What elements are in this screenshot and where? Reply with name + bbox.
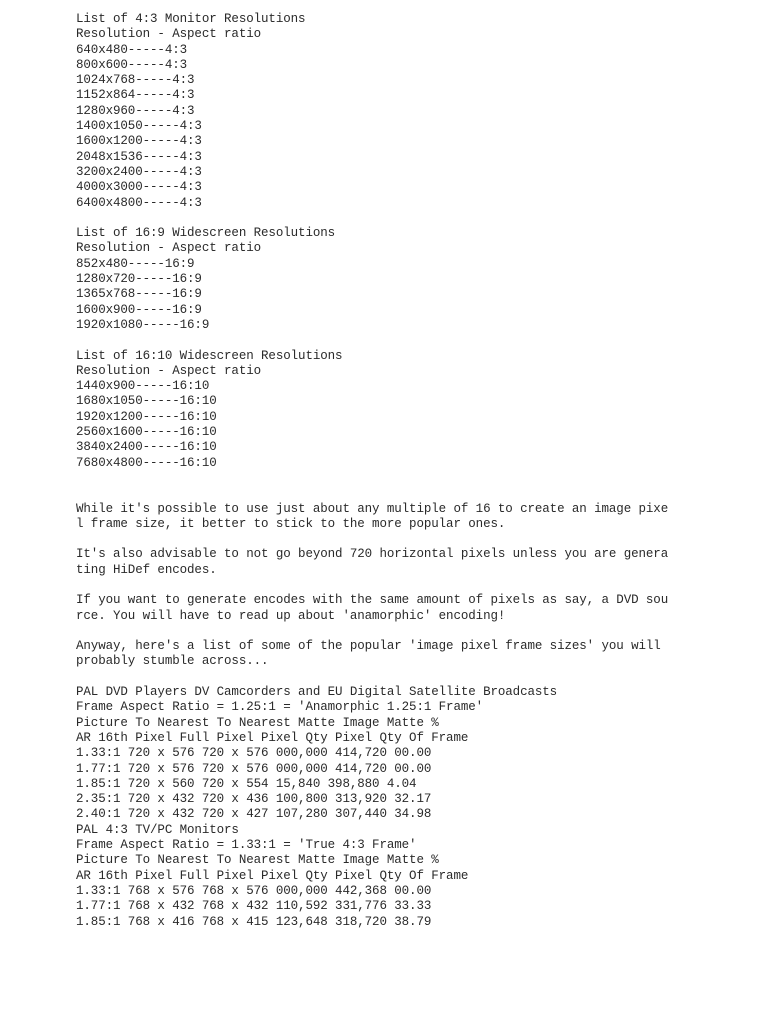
table-row: 1.85:1 720 x 560 720 x 554 15,840 398,880 4.04 — [76, 776, 417, 791]
paragraph-line: probably stumble across... — [76, 654, 269, 669]
resolution-row: 7680x4800-----16:10 — [76, 455, 217, 470]
resolution-row: 1920x1080-----16:9 — [76, 317, 210, 332]
resolution-row: 3840x2400-----16:10 — [76, 440, 217, 455]
document-page — [76, 12, 736, 930]
spacer — [76, 578, 736, 593]
pal-4-3-table — [76, 823, 736, 930]
resolution-row: 852x480-----16:9 — [76, 256, 195, 271]
section-title: List of 16:9 Widescreen Resolutions — [76, 226, 336, 241]
paragraph-line: If you want to generate encodes with the same amount of pixels as say, a DVD sou — [76, 593, 669, 608]
paragraph — [76, 639, 736, 670]
resolution-row: 1280x960-----4:3 — [76, 103, 195, 118]
resolution-row: 2560x1600-----16:10 — [76, 425, 217, 440]
spacer — [76, 211, 736, 226]
paragraph-line: Anyway, here's a list of some of the popular 'image pixel frame sizes' you will — [76, 639, 661, 654]
section-4-3 — [76, 12, 736, 211]
table-row: 1.85:1 768 x 416 768 x 415 123,648 318,720 38.79 — [76, 914, 432, 929]
table-row: 1.77:1 720 x 576 720 x 576 000,000 414,720 00.00 — [76, 761, 432, 776]
section-title: List of 16:10 Widescreen Resolutions — [76, 348, 343, 363]
paragraph-line: l frame size, it better to stick to the more popular ones. — [76, 516, 506, 531]
paragraph-line: While it's possible to use just about any multiple of 16 to create an image pixe — [76, 501, 669, 516]
resolution-row: 1400x1050-----4:3 — [76, 119, 202, 134]
table-row: 2.35:1 720 x 432 720 x 436 100,800 313,920 32.17 — [76, 792, 432, 807]
resolution-row: 640x480-----4:3 — [76, 42, 188, 57]
resolution-row: 3200x2400-----4:3 — [76, 164, 202, 179]
frame-aspect-ratio: Frame Aspect Ratio = 1.33:1 = 'True 4:3 Frame' — [76, 838, 417, 853]
table-header: Picture To Nearest To Nearest Matte Image Matte % — [76, 853, 439, 868]
paragraph — [76, 502, 736, 533]
table-header: AR 16th Pixel Full Pixel Pixel Qty Pixel Qty Of Frame — [76, 730, 469, 745]
section-title: List of 4:3 Monitor Resolutions — [76, 12, 306, 26]
table-header: Picture To Nearest To Nearest Matte Image Matte % — [76, 715, 439, 730]
section-16-9 — [76, 226, 736, 333]
table-row: 1.77:1 768 x 432 768 x 432 110,592 331,776 33.33 — [76, 899, 432, 914]
pal-dvd-table — [76, 685, 736, 823]
table-row: 1.33:1 720 x 576 720 x 576 000,000 414,720 00.00 — [76, 746, 432, 761]
table-header: AR 16th Pixel Full Pixel Pixel Qty Pixel Qty Of Frame — [76, 868, 469, 883]
resolution-row: 1365x768-----16:9 — [76, 287, 202, 302]
table-title: PAL DVD Players DV Camcorders and EU Digital Satellite Broadcasts — [76, 685, 558, 700]
resolution-row: 1152x864-----4:3 — [76, 88, 195, 103]
resolution-row: 1024x768-----4:3 — [76, 73, 195, 88]
paragraph — [76, 593, 736, 624]
resolution-row: 6400x4800-----4:3 — [76, 195, 202, 210]
table-row: 2.40:1 720 x 432 720 x 427 107,280 307,440 34.98 — [76, 807, 432, 822]
paragraph-line: ting HiDef encodes. — [76, 562, 217, 577]
resolution-row: 1280x720-----16:9 — [76, 272, 202, 287]
paragraph-line: rce. You will have to read up about 'anamorphic' encoding! — [76, 608, 506, 623]
resolution-row: 1600x1200-----4:3 — [76, 134, 202, 149]
resolution-row: 4000x3000-----4:3 — [76, 180, 202, 195]
resolution-row: 2048x1536-----4:3 — [76, 149, 202, 164]
paragraph-line: It's also advisable to not go beyond 720 horizontal pixels unless you are genera — [76, 547, 669, 562]
resolution-row: 800x600-----4:3 — [76, 57, 188, 72]
frame-aspect-ratio: Frame Aspect Ratio = 1.25:1 = 'Anamorphic 1.25:1 Frame' — [76, 700, 484, 715]
spacer — [76, 670, 736, 685]
table-title: PAL 4:3 TV/PC Monitors — [76, 822, 239, 837]
section-header: Resolution - Aspect ratio — [76, 363, 262, 378]
resolution-row: 1680x1050-----16:10 — [76, 394, 217, 409]
spacer — [76, 333, 736, 348]
spacer — [76, 532, 736, 547]
paragraph — [76, 547, 736, 578]
section-header: Resolution - Aspect ratio — [76, 27, 262, 42]
resolution-row: 1600x900-----16:9 — [76, 302, 202, 317]
spacer — [76, 624, 736, 639]
section-16-10 — [76, 349, 736, 471]
resolution-row: 1440x900-----16:10 — [76, 379, 210, 394]
resolution-row: 1920x1200-----16:10 — [76, 409, 217, 424]
spacer — [76, 471, 736, 502]
table-row: 1.33:1 768 x 576 768 x 576 000,000 442,368 00.00 — [76, 883, 432, 898]
section-header: Resolution - Aspect ratio — [76, 241, 262, 256]
